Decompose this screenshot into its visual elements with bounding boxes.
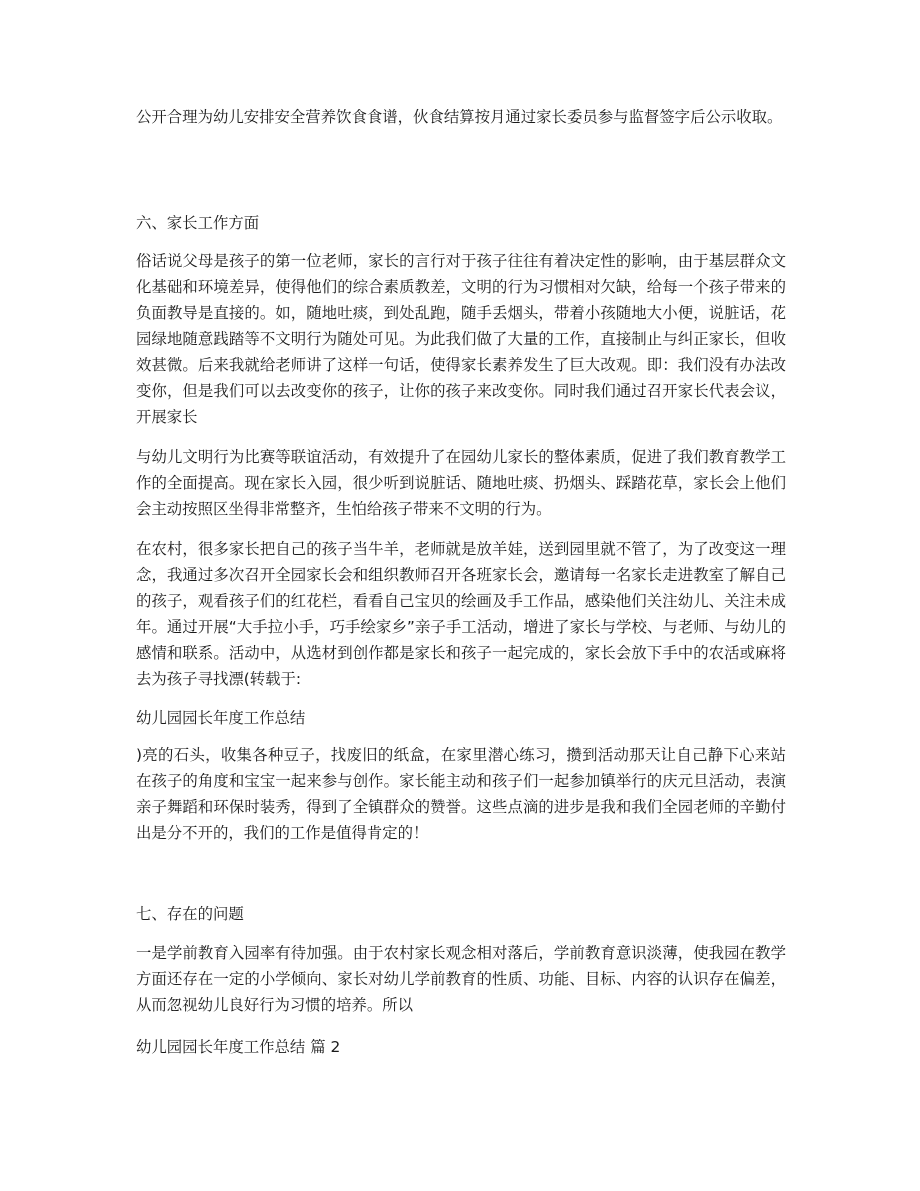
- paragraph-civility-activity: 与幼儿文明行为比赛等联谊活动，有效提升了在园幼儿家长的整体素质，促进了我们教育教学工作的全面提高。现在家长入园，很少听到说脏话、随地吐痰、扔烟头、踩踏花草，家长会上他们会主动按照区坐得非常整齐，生怕给孩子带来不文明的行为。: [136, 448, 786, 518]
- paragraph-parent-influence: 俗话说父母是孩子的第一位老师，家长的言行对于孩子往往有着决定性的影响，由于基层群众文化基础和环境差异，使得他们的综合素质教差，文明的行为习惯相对欠缺，给每一个孩子带来的负面教导是直接的。如，随地吐痰，到处乱跑，随手丢烟头，带着小孩随地大小便，说脏话，花园绿地随意践踏等不文明行为随处可见。为此我们做了大量的工作，直接制止与纠正家长，但收效甚微。后来我就给老师讲了这样一句话，使得家长素养发生了巨大改观。即：我们没有办法改变你，但是我们可以去改变你的孩子，让你的孩子来改变你。同时我们通过召开家长代表会议， 开展家长: [136, 252, 786, 426]
- paragraph-stones-activity: )亮的石头，收集各种豆子，找废旧的纸盒，在家里潜心练习，攒到活动那天让自己静下心来站在孩子的角度和宝宝一起来参与创作。家长能主动和孩子们一起参加镇举行的庆元旦活动，表演亲子舞蹈和环保时装秀，得到了全镇群众的赞誉。这些点滴的进步是我和我们全园老师的辛勤付出是分不开的，我们的工作是值得肯定的！: [136, 746, 786, 842]
- section-heading-problems: 七、存在的问题: [136, 905, 244, 923]
- inline-title-annual-summary: 幼儿园园长年度工作总结: [136, 709, 306, 727]
- paragraph-enrollment-rate: 一是学前教育入园率有待加强。由于农村家长观念相对落后，学前教育意识淡薄，使我园在教学方面还存在一定的小学倾向、家长对幼儿学前教育的性质、功能、目标、内容的认识存在偏差，从而忽视幼儿良好行为习惯的培养。所以: [136, 944, 786, 1014]
- paragraph-rural-parents: 在农村，很多家长把自己的孩子当牛羊，老师就是放羊娃，送到园里就不管了，为了改变这一理念，我通过多次召开全园家长会和组织教师召开各班家长会，邀请每一名家长走进教室了解自己的孩子，观看孩子们的红花栏，看看自己宝贝的绘画及手工作品，感染他们关注幼儿、关注未成年。通过开展“大手拉小手，巧手绘家乡”亲子手工活动，增进了家长与学校、与老师、与幼儿的感情和联系。活动中，从选材到创作都是家长和孩子一起完成的，家长会放下手中的农活或麻将去为孩子寻找漂(转载于:: [136, 540, 786, 688]
- paragraph-catering: 公开合理为幼儿安排安全营养饮食食谱，伙食结算按月通过家长委员参与监督签字后公示收取。: [136, 108, 783, 126]
- section-heading-parent-work: 六、家长工作方面: [136, 214, 260, 232]
- article-title-part-2: 幼儿园园长年度工作总结 篇 2: [136, 1038, 341, 1056]
